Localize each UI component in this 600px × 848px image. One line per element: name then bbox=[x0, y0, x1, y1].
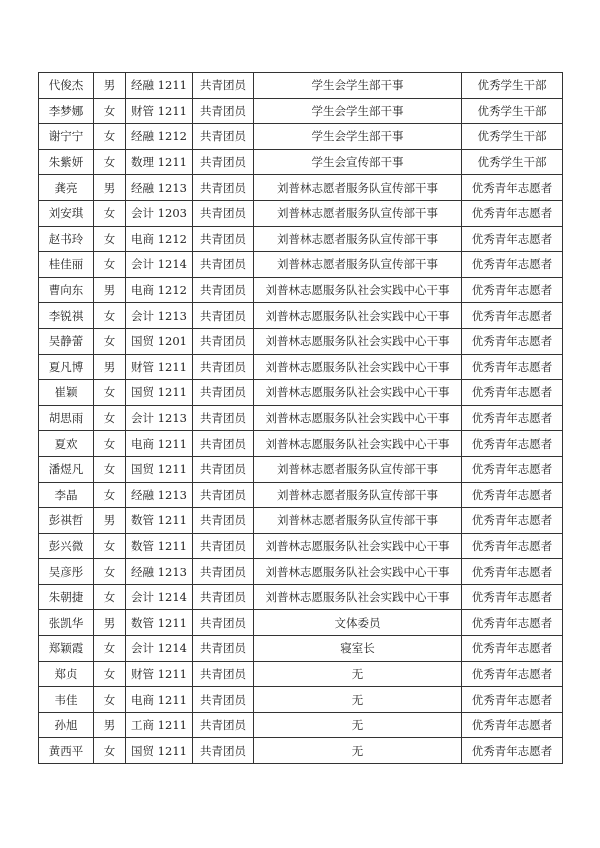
award-cell: 优秀青年志愿者 bbox=[462, 712, 563, 738]
political-status-cell: 共青团员 bbox=[193, 738, 254, 764]
table-row bbox=[39, 98, 563, 124]
name-cell: 郑贞 bbox=[39, 661, 94, 687]
table-row bbox=[39, 380, 563, 406]
table-row bbox=[39, 738, 563, 764]
award-cell: 优秀青年志愿者 bbox=[462, 431, 563, 457]
name-cell: 吴静蕾 bbox=[39, 328, 94, 354]
name-cell: 黄西平 bbox=[39, 738, 94, 764]
position-cell: 刘普林志愿服务队社会实践中心干事 bbox=[254, 277, 462, 303]
table-row bbox=[39, 303, 563, 329]
table-row bbox=[39, 456, 563, 482]
class-cell: 数管 1211 bbox=[126, 533, 193, 559]
award-cell: 优秀青年志愿者 bbox=[462, 328, 563, 354]
name-cell: 朱紫妍 bbox=[39, 149, 94, 175]
name-cell: 李梦娜 bbox=[39, 98, 94, 124]
class-cell: 数管 1211 bbox=[126, 508, 193, 534]
table-row bbox=[39, 712, 563, 738]
gender-cell: 女 bbox=[94, 431, 126, 457]
name-cell: 赵书玲 bbox=[39, 226, 94, 252]
position-cell: 无 bbox=[254, 661, 462, 687]
table-row bbox=[39, 73, 563, 99]
position-cell: 无 bbox=[254, 687, 462, 713]
award-cell: 优秀青年志愿者 bbox=[462, 661, 563, 687]
political-status-cell: 共青团员 bbox=[193, 303, 254, 329]
gender-cell: 男 bbox=[94, 175, 126, 201]
political-status-cell: 共青团员 bbox=[193, 226, 254, 252]
award-cell: 优秀青年志愿者 bbox=[462, 533, 563, 559]
class-cell: 经融 1213 bbox=[126, 482, 193, 508]
table-row bbox=[39, 610, 563, 636]
political-status-cell: 共青团员 bbox=[193, 149, 254, 175]
political-status-cell: 共青团员 bbox=[193, 124, 254, 150]
table-row bbox=[39, 149, 563, 175]
table-row bbox=[39, 277, 563, 303]
class-cell: 会计 1203 bbox=[126, 200, 193, 226]
award-cell: 优秀学生干部 bbox=[462, 149, 563, 175]
award-cell: 优秀青年志愿者 bbox=[462, 687, 563, 713]
political-status-cell: 共青团员 bbox=[193, 252, 254, 278]
award-cell: 优秀学生干部 bbox=[462, 98, 563, 124]
award-cell: 优秀青年志愿者 bbox=[462, 636, 563, 662]
table-row bbox=[39, 687, 563, 713]
table-row bbox=[39, 584, 563, 610]
award-cell: 优秀青年志愿者 bbox=[462, 584, 563, 610]
name-cell: 朱朝捷 bbox=[39, 584, 94, 610]
award-cell: 优秀青年志愿者 bbox=[462, 303, 563, 329]
political-status-cell: 共青团员 bbox=[193, 98, 254, 124]
gender-cell: 女 bbox=[94, 200, 126, 226]
political-status-cell: 共青团员 bbox=[193, 636, 254, 662]
table-row bbox=[39, 405, 563, 431]
class-cell: 财管 1211 bbox=[126, 98, 193, 124]
table-row bbox=[39, 226, 563, 252]
position-cell: 刘普林志愿服务队社会实践中心干事 bbox=[254, 328, 462, 354]
political-status-cell: 共青团员 bbox=[193, 456, 254, 482]
award-cell: 优秀青年志愿者 bbox=[462, 559, 563, 585]
political-status-cell: 共青团员 bbox=[193, 354, 254, 380]
position-cell: 学生会学生部干事 bbox=[254, 98, 462, 124]
position-cell: 刘普林志愿服务队社会实践中心干事 bbox=[254, 303, 462, 329]
award-cell: 优秀青年志愿者 bbox=[462, 456, 563, 482]
name-cell: 龚亮 bbox=[39, 175, 94, 201]
position-cell: 刘普林志愿服务队社会实践中心干事 bbox=[254, 559, 462, 585]
name-cell: 郑颖霞 bbox=[39, 636, 94, 662]
position-cell: 无 bbox=[254, 712, 462, 738]
name-cell: 孙旭 bbox=[39, 712, 94, 738]
position-cell: 学生会学生部干事 bbox=[254, 124, 462, 150]
class-cell: 财管 1211 bbox=[126, 661, 193, 687]
table-row bbox=[39, 200, 563, 226]
name-cell: 夏欢 bbox=[39, 431, 94, 457]
political-status-cell: 共青团员 bbox=[193, 610, 254, 636]
class-cell: 会计 1213 bbox=[126, 303, 193, 329]
class-cell: 数管 1211 bbox=[126, 610, 193, 636]
class-cell: 财管 1211 bbox=[126, 354, 193, 380]
name-cell: 彭兴微 bbox=[39, 533, 94, 559]
gender-cell: 女 bbox=[94, 533, 126, 559]
gender-cell: 男 bbox=[94, 277, 126, 303]
political-status-cell: 共青团员 bbox=[193, 200, 254, 226]
position-cell: 刘普林志愿服务队社会实践中心干事 bbox=[254, 354, 462, 380]
political-status-cell: 共青团员 bbox=[193, 277, 254, 303]
class-cell: 电商 1211 bbox=[126, 687, 193, 713]
political-status-cell: 共青团员 bbox=[193, 559, 254, 585]
gender-cell: 女 bbox=[94, 738, 126, 764]
table-row bbox=[39, 175, 563, 201]
table-row bbox=[39, 636, 563, 662]
award-cell: 优秀青年志愿者 bbox=[462, 482, 563, 508]
position-cell: 刘普林志愿者服务队宣传部干事 bbox=[254, 456, 462, 482]
class-cell: 国贸 1201 bbox=[126, 328, 193, 354]
award-cell: 优秀青年志愿者 bbox=[462, 405, 563, 431]
award-cell: 优秀学生干部 bbox=[462, 73, 563, 99]
position-cell: 文体委员 bbox=[254, 610, 462, 636]
award-cell: 优秀青年志愿者 bbox=[462, 380, 563, 406]
position-cell: 刘普林志愿者服务队宣传部干事 bbox=[254, 252, 462, 278]
table-row bbox=[39, 431, 563, 457]
position-cell: 刘普林志愿服务队社会实践中心干事 bbox=[254, 405, 462, 431]
political-status-cell: 共青团员 bbox=[193, 328, 254, 354]
award-cell: 优秀青年志愿者 bbox=[462, 738, 563, 764]
political-status-cell: 共青团员 bbox=[193, 405, 254, 431]
award-list-table bbox=[38, 72, 563, 764]
position-cell: 刘普林志愿服务队社会实践中心干事 bbox=[254, 380, 462, 406]
award-cell: 优秀青年志愿者 bbox=[462, 508, 563, 534]
gender-cell: 女 bbox=[94, 124, 126, 150]
political-status-cell: 共青团员 bbox=[193, 533, 254, 559]
class-cell: 国贸 1211 bbox=[126, 456, 193, 482]
table-row bbox=[39, 124, 563, 150]
position-cell: 刘普林志愿者服务队宣传部干事 bbox=[254, 200, 462, 226]
gender-cell: 女 bbox=[94, 584, 126, 610]
class-cell: 工商 1211 bbox=[126, 712, 193, 738]
position-cell: 刘普林志愿者服务队宣传部干事 bbox=[254, 175, 462, 201]
name-cell: 代俊杰 bbox=[39, 73, 94, 99]
political-status-cell: 共青团员 bbox=[193, 712, 254, 738]
name-cell: 崔颖 bbox=[39, 380, 94, 406]
gender-cell: 女 bbox=[94, 98, 126, 124]
name-cell: 桂佳丽 bbox=[39, 252, 94, 278]
position-cell: 无 bbox=[254, 738, 462, 764]
name-cell: 李锐祺 bbox=[39, 303, 94, 329]
gender-cell: 女 bbox=[94, 559, 126, 585]
class-cell: 电商 1212 bbox=[126, 277, 193, 303]
name-cell: 潘煜凡 bbox=[39, 456, 94, 482]
class-cell: 会计 1213 bbox=[126, 405, 193, 431]
gender-cell: 男 bbox=[94, 712, 126, 738]
gender-cell: 女 bbox=[94, 380, 126, 406]
class-cell: 经融 1211 bbox=[126, 73, 193, 99]
table-row bbox=[39, 533, 563, 559]
gender-cell: 女 bbox=[94, 687, 126, 713]
class-cell: 电商 1211 bbox=[126, 431, 193, 457]
political-status-cell: 共青团员 bbox=[193, 380, 254, 406]
class-cell: 经融 1213 bbox=[126, 175, 193, 201]
name-cell: 谢宁宁 bbox=[39, 124, 94, 150]
political-status-cell: 共青团员 bbox=[193, 175, 254, 201]
award-cell: 优秀学生干部 bbox=[462, 124, 563, 150]
gender-cell: 女 bbox=[94, 328, 126, 354]
class-cell: 电商 1212 bbox=[126, 226, 193, 252]
political-status-cell: 共青团员 bbox=[193, 73, 254, 99]
name-cell: 李晶 bbox=[39, 482, 94, 508]
class-cell: 国贸 1211 bbox=[126, 738, 193, 764]
political-status-cell: 共青团员 bbox=[193, 482, 254, 508]
position-cell: 学生会学生部干事 bbox=[254, 73, 462, 99]
award-cell: 优秀青年志愿者 bbox=[462, 610, 563, 636]
table-body bbox=[39, 73, 563, 764]
name-cell: 张凯华 bbox=[39, 610, 94, 636]
name-cell: 胡思雨 bbox=[39, 405, 94, 431]
award-cell: 优秀青年志愿者 bbox=[462, 354, 563, 380]
gender-cell: 女 bbox=[94, 149, 126, 175]
position-cell: 学生会宣传部干事 bbox=[254, 149, 462, 175]
name-cell: 刘安琪 bbox=[39, 200, 94, 226]
class-cell: 国贸 1211 bbox=[126, 380, 193, 406]
name-cell: 曹向东 bbox=[39, 277, 94, 303]
gender-cell: 女 bbox=[94, 482, 126, 508]
award-cell: 优秀青年志愿者 bbox=[462, 200, 563, 226]
position-cell: 寝室长 bbox=[254, 636, 462, 662]
class-cell: 会计 1214 bbox=[126, 636, 193, 662]
class-cell: 会计 1214 bbox=[126, 584, 193, 610]
award-cell: 优秀青年志愿者 bbox=[462, 175, 563, 201]
gender-cell: 女 bbox=[94, 303, 126, 329]
position-cell: 刘普林志愿服务队社会实践中心干事 bbox=[254, 431, 462, 457]
name-cell: 韦佳 bbox=[39, 687, 94, 713]
table-row bbox=[39, 661, 563, 687]
gender-cell: 女 bbox=[94, 636, 126, 662]
gender-cell: 男 bbox=[94, 73, 126, 99]
table-row bbox=[39, 559, 563, 585]
political-status-cell: 共青团员 bbox=[193, 431, 254, 457]
award-cell: 优秀青年志愿者 bbox=[462, 226, 563, 252]
gender-cell: 男 bbox=[94, 354, 126, 380]
gender-cell: 女 bbox=[94, 456, 126, 482]
gender-cell: 男 bbox=[94, 610, 126, 636]
position-cell: 刘普林志愿服务队社会实践中心干事 bbox=[254, 584, 462, 610]
table-row bbox=[39, 354, 563, 380]
class-cell: 经融 1213 bbox=[126, 559, 193, 585]
award-cell: 优秀青年志愿者 bbox=[462, 277, 563, 303]
position-cell: 刘普林志愿者服务队宣传部干事 bbox=[254, 508, 462, 534]
political-status-cell: 共青团员 bbox=[193, 508, 254, 534]
name-cell: 吴彦彤 bbox=[39, 559, 94, 585]
gender-cell: 女 bbox=[94, 252, 126, 278]
name-cell: 夏凡博 bbox=[39, 354, 94, 380]
gender-cell: 女 bbox=[94, 226, 126, 252]
table-row bbox=[39, 508, 563, 534]
table-row bbox=[39, 252, 563, 278]
position-cell: 刘普林志愿者服务队宣传部干事 bbox=[254, 482, 462, 508]
award-cell: 优秀青年志愿者 bbox=[462, 252, 563, 278]
table-row bbox=[39, 328, 563, 354]
gender-cell: 女 bbox=[94, 405, 126, 431]
political-status-cell: 共青团员 bbox=[193, 687, 254, 713]
gender-cell: 女 bbox=[94, 661, 126, 687]
class-cell: 会计 1214 bbox=[126, 252, 193, 278]
gender-cell: 男 bbox=[94, 508, 126, 534]
position-cell: 刘普林志愿服务队社会实践中心干事 bbox=[254, 533, 462, 559]
position-cell: 刘普林志愿者服务队宣传部干事 bbox=[254, 226, 462, 252]
political-status-cell: 共青团员 bbox=[193, 661, 254, 687]
name-cell: 彭祺哲 bbox=[39, 508, 94, 534]
class-cell: 经融 1212 bbox=[126, 124, 193, 150]
political-status-cell: 共青团员 bbox=[193, 584, 254, 610]
table-row bbox=[39, 482, 563, 508]
class-cell: 数理 1211 bbox=[126, 149, 193, 175]
